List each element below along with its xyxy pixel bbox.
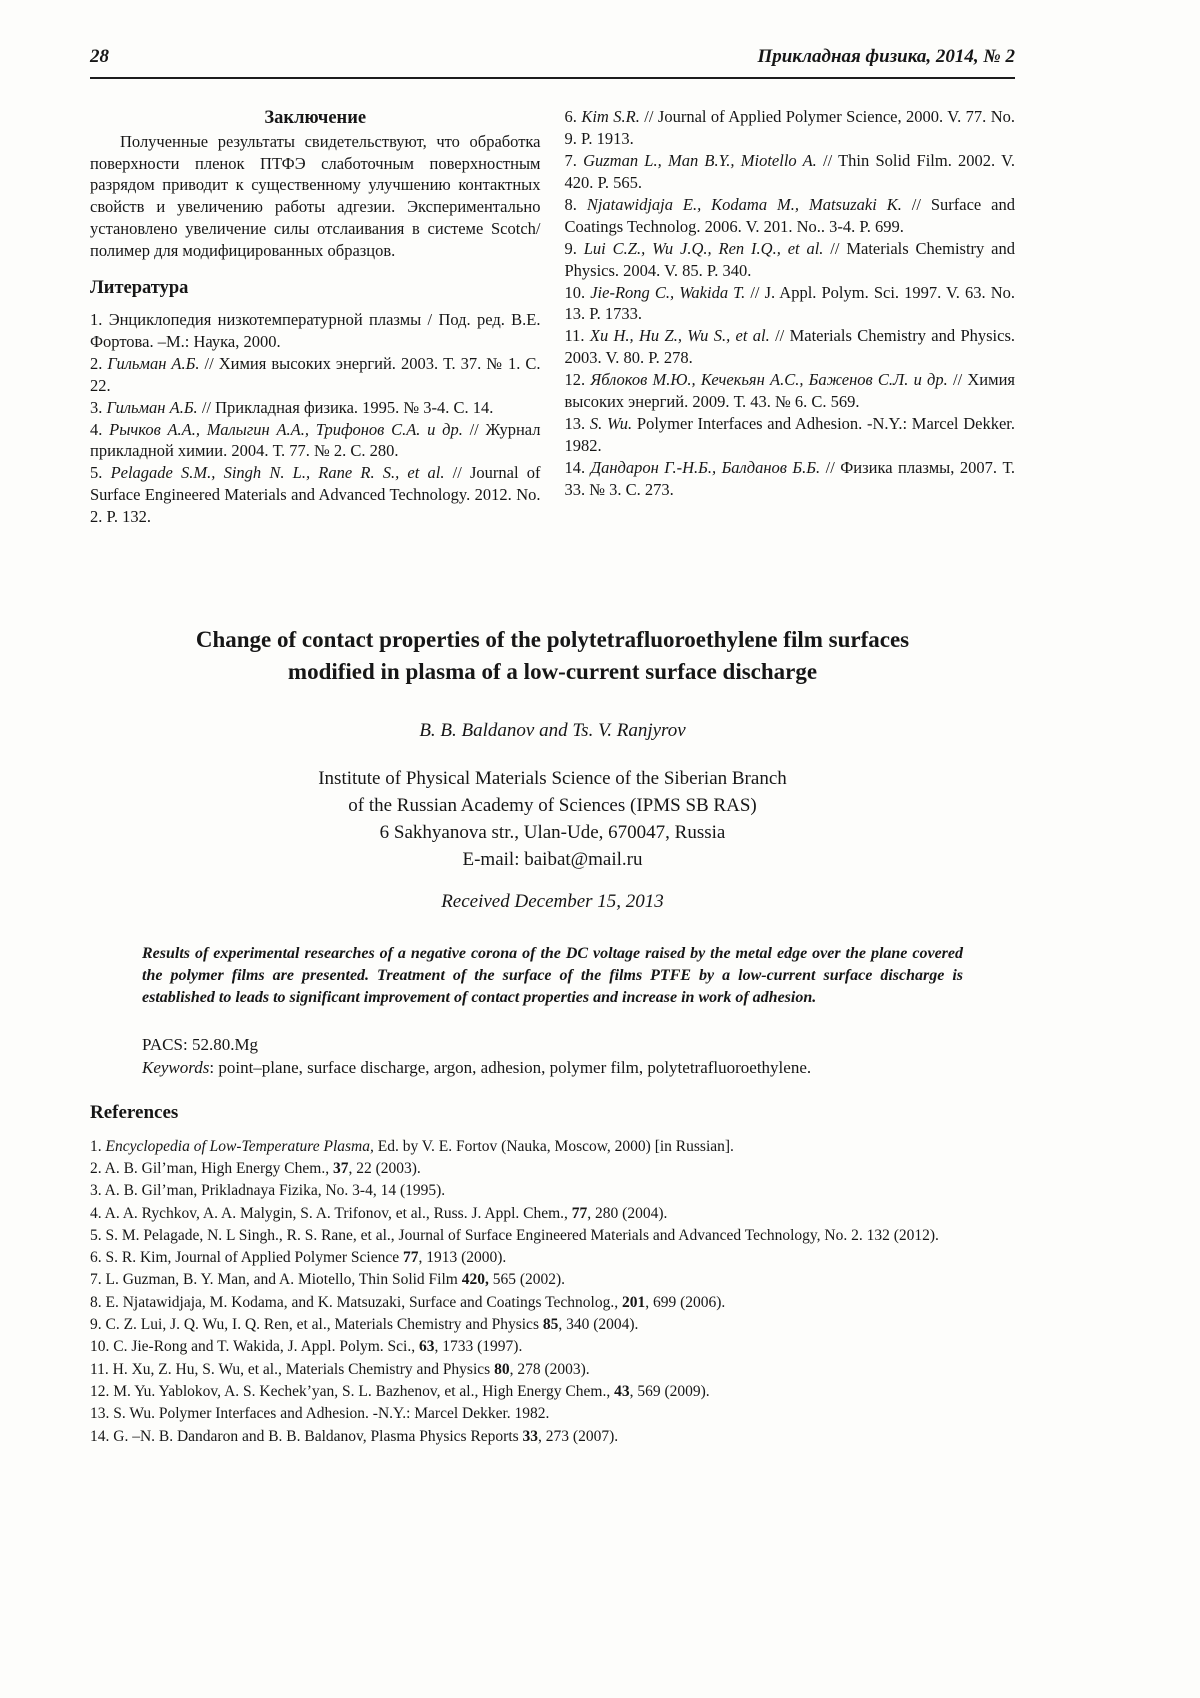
reference-item: 11. Xu H., Hu Z., Wu S., et al. // Materials Chemistry and Physics. 2003. V. 80. P. 278.: [564, 326, 1015, 368]
reference-item: 7. Guzman L., Man B.Y., Miotello A. // Thin Solid Film. 2002. V. 420. P. 565.: [564, 150, 1015, 192]
article-title-line1: Change of contact properties of the polytetrafluoroethylene film surfaces: [195, 627, 910, 653]
reference-item: 7. L. Guzman, B. Y. Man, and A. Miotello, Thin Solid Film 420, 565 (2002).: [90, 1271, 566, 1289]
email-line: E-mail: baibat@mail.ru: [462, 848, 643, 870]
meta-block: [90, 1034, 1015, 1080]
reference-item: 12. M. Yu. Yablokov, A. S. Kechek’yan, S. L. Bazhenov, et al., High Energy Chem., 43, 569 (2009).: [90, 1383, 710, 1401]
journal-title: Прикладная физика, 2014, № 2: [757, 46, 1015, 67]
reference-item: 5. S. M. Pelagade, N. L Singh., R. S. Rane, et al., Journal of Surface Engineered Materials and Advanced Technology, No. 2. 132 (2012).: [90, 1226, 939, 1244]
article-section: [90, 624, 1015, 1448]
conclusion-paragraph: Полученные результаты свидетельствуют, что обработка поверхности пленок ПТФЭ слаботочным поверхностным разрядом приводит к существенному улучшению контактных свойств и увеличению работы адгезии. Экспериментально установлено увеличение силы отслаивания в системе Scotch/полимер для модифицированных образцов.: [90, 131, 541, 261]
reference-item: 10. Jie-Rong C., Wakida T. // J. Appl. Polym. Sci. 1997. V. 63. No. 13. P. 1733.: [564, 282, 1016, 324]
reference-item: 9. Lui C.Z., Wu J.Q., Ren I.Q., et al. // Materials Chemistry and Physics. 2004. V. 85. P. 340.: [564, 238, 1015, 280]
reference-item: 2. A. B. Gil’man, High Energy Chem., 37, 22 (2003).: [90, 1159, 421, 1177]
reference-item: 10. C. Jie-Rong and T. Wakida, J. Appl. Polym. Sci., 63, 1733 (1997).: [90, 1338, 523, 1356]
reference-item: 6. Kim S.R. // Journal of Applied Polymer Science, 2000. V. 77. No. 9. P. 1913.: [564, 107, 1016, 148]
reference-item: 4. A. A. Rychkov, A. A. Malygin, S. A. Trifonov, et al., Russ. J. Appl. Chem., 77, 280 (2004).: [90, 1204, 668, 1222]
reference-item: 11. H. Xu, Z. Hu, S. Wu, et al., Materials Chemistry and Physics 80, 278 (2003).: [90, 1360, 590, 1378]
conclusion-heading: Заключение: [264, 108, 367, 128]
received-date: Received December 15, 2013: [441, 890, 664, 912]
reference-item: 14. Дандарон Г.-Н.Б., Балданов Б.Б. // Физика плазмы, 2007. Т. 33. № 3. С. 273.: [564, 458, 1016, 499]
literature-list-continued: [565, 106, 1016, 501]
abstract-paragraph: Results of experimental researches of a negative corona of the DC voltage raised by the metal edge over the plane covered the polymer films are presented. Treatment of the surface of the films PTFE by a low-current surface discharge is established to leads to significant improvement of contact properties and increase in work of adhesion.: [142, 944, 963, 1007]
page-header: [90, 46, 1015, 79]
reference-item: 12. Яблоков М.Ю., Кечекьян А.С., Баженов С.Л. и др. // Химия высоких энергий. 2009. Т. 43. № 6. С. 569.: [564, 370, 1016, 412]
literature-list: [90, 309, 541, 528]
affiliation-block: [90, 766, 1015, 874]
reference-item: 3. Гильман А.Б. // Прикладная физика. 1995. № 3-4. С. 14.: [90, 397, 494, 417]
keywords-line: Keywords: point–plane, surface discharge, argon, adhesion, polymer film, polytetrafluoroethylene.: [142, 1057, 812, 1077]
reference-item: 4. Рычков А.А., Малыгин А.А., Трифонов С.А. и др. // Журнал прикладной химии. 2004. Т. 77. № 2. С. 280.: [90, 419, 541, 461]
reference-item: 5. Pelagade S.M., Singh N. L., Rane R. S., et al. // Journal of Surface Engineered Materials and Advanced Technology. 2012. No. 2. P. 132.: [90, 463, 541, 527]
reference-item: 1. Encyclopedia of Low-Temperature Plasma, Ed. by V. E. Fortov (Nauka, Moscow, 2000) [in Russian].: [90, 1137, 734, 1155]
article-title-line2: modified in plasma of a low-current surface discharge: [287, 658, 818, 684]
authors-line: B. B. Baldanov and Ts. V. Ranjyrov: [419, 719, 686, 741]
left-column: [90, 106, 541, 528]
affiliation-line: 6 Sakhyanova str., Ulan-Ude, 670047, Russia: [379, 821, 726, 843]
affiliation-line: Institute of Physical Materials Science of the Siberian Branch: [318, 767, 787, 789]
pacs-line: PACS: 52.80.Mg: [142, 1034, 259, 1054]
reference-item: 6. S. R. Kim, Journal of Applied Polymer Science 77, 1913 (2000).: [90, 1249, 507, 1267]
reference-item: 8. Njatawidjaja E., Kodama M., Matsuzaki K. // Surface and Coatings Technolog. 2006. V. 201. No.. 3-4. P. 699.: [564, 194, 1016, 236]
affiliation-line: of the Russian Academy of Sciences (IPMS SB RAS): [348, 794, 757, 816]
article-title: [90, 624, 1015, 687]
literature-heading: Литература: [90, 278, 189, 299]
reference-item: 9. C. Z. Lui, J. Q. Wu, I. Q. Ren, et al., Materials Chemistry and Physics 85, 340 (2004).: [90, 1316, 639, 1334]
reference-item: 13. S. Wu. Polymer Interfaces and Adhesion. -N.Y.: Marcel Dekker. 1982.: [564, 414, 1015, 456]
references-heading: References: [90, 1101, 179, 1123]
reference-item: 2. Гильман А.Б. // Химия высоких энергий. 2003. Т. 37. № 1. С. 22.: [90, 353, 541, 395]
right-column: [565, 106, 1016, 528]
reference-item: 14. G. –N. B. Dandaron and B. B. Baldanov, Plasma Physics Reports 33, 273 (2007).: [90, 1427, 619, 1445]
two-column-section: [90, 106, 1015, 528]
reference-item: 8. E. Njatawidjaja, M. Kodama, and K. Matsuzaki, Surface and Coatings Technolog., 201, 699 (2006).: [90, 1293, 726, 1311]
page-number: 28: [90, 46, 109, 67]
reference-item: 3. A. B. Gil’man, Prikladnaya Fizika, No. 3-4, 14 (1995).: [90, 1182, 446, 1200]
reference-item: 1. Энциклопедия низкотемпературной плазмы / Под. ред. В.Е. Фортова. –М.: Наука, 2000.: [90, 309, 541, 351]
references-list: [90, 1136, 1015, 1448]
reference-item: 13. S. Wu. Polymer Interfaces and Adhesion. -N.Y.: Marcel Dekker. 1982.: [90, 1405, 550, 1423]
